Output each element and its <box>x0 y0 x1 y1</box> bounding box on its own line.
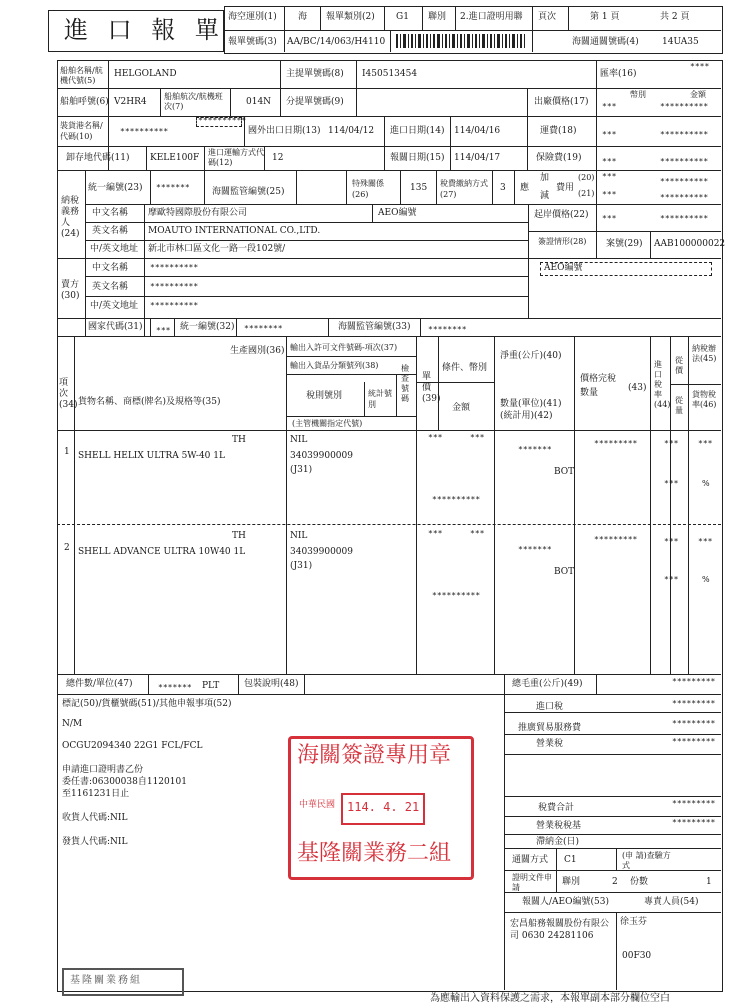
fee-20: (20) <box>578 173 595 182</box>
customs-seal <box>288 736 474 880</box>
clearance-label: 通關方式 <box>512 855 549 865</box>
unit-price-header: 單價(39) <box>422 372 441 404</box>
goods-header: 貨物名稱、商標(牌名)及規格等(35) <box>78 397 221 407</box>
insurance-amount: ********** <box>660 157 709 166</box>
special-relation-label: 特殊關係(26) <box>352 179 384 199</box>
seal-top-text: 海關簽證專用章 <box>297 743 452 768</box>
from-qty-header: 從量 <box>675 396 683 415</box>
seller-cn-name-label: 中文名稱 <box>92 263 129 273</box>
master-bl-label: 主提單號碼(8) <box>286 69 344 79</box>
freight-currency: *** <box>602 130 617 139</box>
customs-code-label: 海關通關號碼(4) <box>572 37 639 47</box>
case-no-label: 案號(29) <box>606 239 643 249</box>
item-1-amount: ********** <box>432 495 481 504</box>
call-sign: V2HR4 <box>114 97 147 107</box>
gross-weight: ********* <box>672 677 716 686</box>
import-tax-header: 進口稅率(44) <box>654 360 671 409</box>
business-tax-label: 營業稅 <box>536 739 564 749</box>
customs-code: 14UA35 <box>662 37 699 47</box>
fee-add-amount: ********** <box>660 177 709 186</box>
exchange-rate-label: 匯率(16) <box>600 69 637 79</box>
tax-base: ********* <box>672 818 716 827</box>
marks-label: 標記(50)/貨櫃號碼(51)/其他申報事項(52) <box>62 699 232 709</box>
apply-label: (申 請)查驗方式 <box>622 851 671 870</box>
export-date-label: 國外出口日期(13) <box>248 126 321 136</box>
origin-header: 生產國別(36) <box>230 346 285 356</box>
stat-no-header: 統計號別 <box>368 389 392 409</box>
port: ********** <box>120 127 169 136</box>
freight-amount: ********** <box>660 130 709 139</box>
storage-fee-label: 滯納金(日) <box>536 837 580 847</box>
sub-label: 減 <box>540 191 550 201</box>
item-1-net-weight: ******* <box>518 445 552 454</box>
voyage-label: 船舶航次/航機班次(7) <box>164 92 223 111</box>
item-2-hs-code: 34039900009 <box>290 547 353 557</box>
broker-code: 00F30 <box>622 951 652 961</box>
item-1-tax-1: *** <box>664 439 679 448</box>
item-2-unit: BOT <box>554 567 575 577</box>
item-2-net-weight: ******* <box>518 545 552 554</box>
cert-line-1: 申請進口證明書乙份 <box>62 765 144 775</box>
footer-notice: 為應輸出入資料保護之需求，本報單副本部分欄位空白 <box>430 993 670 1004</box>
cert-line-2: 委任書:06300038自1120101 <box>62 777 187 787</box>
insurance-label: 保險費(19) <box>536 153 582 163</box>
container: OCGU2094340 22G1 FCL/FCL <box>62 741 203 751</box>
address: 新北市林口區文化一路一段102號/ <box>148 244 286 254</box>
seller-supervision: ******** <box>428 325 467 334</box>
page-label: 頁次 <box>538 12 557 22</box>
seller-cn-name: ********** <box>150 263 199 272</box>
item-1-code: (J31) <box>290 465 313 475</box>
gross-weight-label: 總毛重(公斤)(49) <box>512 679 583 689</box>
invoice-value-label: 出廠價格(17) <box>534 97 589 107</box>
page-current: 第 1 頁 <box>590 12 620 22</box>
item-1-origin: TH <box>232 435 246 445</box>
item-1-price-currency: *** <box>470 433 485 442</box>
amount-header: 金額 <box>452 403 471 413</box>
item-2-tax-2: *** <box>698 537 713 546</box>
import-tax: ********* <box>672 699 716 708</box>
clearance: C1 <box>564 855 577 865</box>
item-no-header: 項次(34) <box>59 378 78 410</box>
item-2-no: 2 <box>64 543 70 553</box>
item-2-price-terms: *** <box>428 529 443 538</box>
item-2-tax-4: % <box>702 575 710 584</box>
promo: ********* <box>672 719 716 728</box>
item-1-tax-4: % <box>702 479 710 488</box>
seller-en-name: ********** <box>150 282 199 291</box>
fee-21: (21) <box>578 189 595 198</box>
transport-code: 12 <box>272 153 284 163</box>
tax-method-header: 納稅辦法(45) <box>692 344 717 363</box>
from-value-header: 從價 <box>675 356 683 375</box>
total: ********* <box>672 799 716 808</box>
cif-label: 起岸價格(22) <box>534 210 589 220</box>
item-2-value: ********* <box>594 535 638 544</box>
en-name-label: 英文名稱 <box>92 226 129 236</box>
master-bl: I450513454 <box>362 69 418 79</box>
copy-label: 聯別 <box>428 12 447 22</box>
item-1-permit: NIL <box>290 435 308 445</box>
seller-supervision-label: 海關監管編號(33) <box>338 322 411 332</box>
broker-person: 徐玉芬 <box>620 917 648 927</box>
footer-stamp <box>62 968 184 996</box>
doc-count-label: 份數 <box>630 877 649 887</box>
transport-mode-label: 海空運別(1) <box>228 12 277 22</box>
invoice-amount: ********** <box>660 102 709 111</box>
doc-count-value: 1 <box>706 877 712 887</box>
broker-name: 宏昌船務報關股份有限公司 0630 24281106 <box>510 919 610 941</box>
supervision-label: 海關監管編號(25) <box>212 187 285 197</box>
item-2-amount: ********** <box>432 591 481 600</box>
storage: KELE100F <box>150 153 200 163</box>
commodity-tax-header: 貨物稅率(46) <box>692 390 717 409</box>
item-1-unit: BOT <box>554 467 575 477</box>
tax-base-label: 營業稅稅基 <box>536 821 582 831</box>
item-2-origin: TH <box>232 531 246 541</box>
broker-aeo-label: 報關人/AEO編號(53) <box>522 897 609 907</box>
item-2-price-currency: *** <box>470 529 485 538</box>
fee-add-currency: *** <box>602 172 617 181</box>
customs-office-header: (主管機關指定代號) <box>292 419 363 428</box>
currency-label: 幣別 <box>630 90 646 99</box>
barcode <box>396 34 526 48</box>
item-2-tax-1: *** <box>664 537 679 546</box>
item-2-permit: NIL <box>290 531 308 541</box>
seal-date-prefix: 中華民國 <box>299 800 336 810</box>
item-1-hs-code: 34039900009 <box>290 451 353 461</box>
declare-date-label: 報關日期(15) <box>390 153 445 163</box>
seller-aeo-label: AEO編號 <box>544 263 583 273</box>
tax-method-label: 稅費繳納方式(27) <box>440 179 488 199</box>
seller-address-label: 中/英文地址 <box>90 301 139 311</box>
house-bl-label: 分提單號碼(9) <box>286 97 344 107</box>
packages-unit: PLT <box>202 681 220 691</box>
cert-line-3: 至1161231日止 <box>62 789 130 799</box>
shipper: 發貨人代碼:NIL <box>62 837 128 847</box>
import-tax-label: 進口稅 <box>536 702 564 712</box>
class-no-header: 輸出入貨品分類號列(38) <box>290 361 379 370</box>
doc-copy-label: 聯別 <box>562 877 581 887</box>
invoice-currency: *** <box>602 102 617 111</box>
item-1-tax-3: *** <box>664 479 679 488</box>
seller-uniform-no: ******** <box>244 324 283 333</box>
packages-label: 總件數/單位(47) <box>66 679 133 689</box>
broker-person-label: 專責人員(54) <box>644 897 699 907</box>
inspect-header: 檢查號碼 <box>401 364 409 403</box>
port-code: ********** <box>198 116 247 125</box>
total-label: 稅費合計 <box>538 803 575 813</box>
declaration-no-label: 報單號碼(3) <box>228 37 277 47</box>
fee-label: 費用 <box>556 183 575 193</box>
cif-currency: *** <box>602 214 617 223</box>
special-relation: 135 <box>410 183 428 193</box>
freight-label: 運費(18) <box>540 126 577 136</box>
item-1-no: 1 <box>64 447 70 457</box>
exchange-rate: **** <box>690 62 710 71</box>
country: *** <box>156 326 171 335</box>
export-date: 114/04/12 <box>328 126 375 136</box>
declaration-type: G1 <box>396 12 409 22</box>
declaration-type-label: 報單類別(2) <box>326 12 375 22</box>
quantity-header: 數量(單位)(41)(統計用)(42) <box>500 399 562 421</box>
marks: N/M <box>62 719 83 729</box>
business-tax: ********* <box>672 737 716 746</box>
seal-date: 114. 4. 21 <box>347 800 420 814</box>
item-1-tax-2: *** <box>698 439 713 448</box>
doc-copy-value: 2 <box>612 877 618 887</box>
aeo-label: AEO編號 <box>378 208 417 218</box>
packing-label: 包裝說明(48) <box>244 679 299 689</box>
case-no: AAB100000022 <box>654 239 726 249</box>
voyage: 014N <box>246 97 272 107</box>
value-no-header: (43) <box>628 383 647 393</box>
add-label: 加 <box>540 173 550 183</box>
item-2-tax-3: *** <box>664 575 679 584</box>
seal-bottom-text: 基隆關業務二組 <box>297 841 452 866</box>
vessel-name: HELGOLAND <box>114 69 177 79</box>
fee-sub-amount: ********** <box>660 193 709 202</box>
sign-label: 簽證情形(28) <box>538 237 587 246</box>
footer-stamp-text: 基隆關業務組 <box>70 975 142 986</box>
country-label: 國家代碼(31) <box>88 322 143 332</box>
port-label: 裝貨港名稱/代碼(10) <box>60 121 103 141</box>
insurance-currency: *** <box>602 157 617 166</box>
value-header: 價格完稅數量 <box>580 374 617 398</box>
transport-mode: 海 <box>298 12 308 22</box>
declaration-no: AA/BC/14/063/H4110 <box>287 37 386 47</box>
seller-en-name-label: 英文名稱 <box>92 282 129 292</box>
item-2-code: (J31) <box>290 561 313 571</box>
item-2-description: SHELL ADVANCE ULTRA 10W40 1L <box>78 547 246 557</box>
item-1-price-terms: *** <box>428 433 443 442</box>
packages: ******* <box>158 683 192 692</box>
net-weight-header: 淨重(公斤)(40) <box>500 351 562 361</box>
seller-address: ********** <box>150 301 199 310</box>
call-sign-label: 船舶呼號(6) <box>60 97 109 107</box>
page-total: 共 2 頁 <box>660 12 690 22</box>
declare-date: 114/04/17 <box>454 153 501 163</box>
import-date-label: 進口日期(14) <box>390 126 445 136</box>
item-1-description: SHELL HELIX ULTRA 5W-40 1L <box>78 451 225 461</box>
item-1-value: ********* <box>594 439 638 448</box>
taxpayer-label: 納稅義務人(24) <box>61 196 80 239</box>
amount-label: 金額 <box>690 90 706 99</box>
import-date: 114/04/16 <box>454 126 501 136</box>
promo-label: 推廣貿易服務費 <box>518 723 582 733</box>
uniform-no-label: 統一編號(23) <box>88 183 143 193</box>
cn-name: 摩歐特國際股份有限公司 <box>148 208 248 218</box>
tariff-no-header: 稅則號別 <box>306 391 343 401</box>
transport-code-label: 進口運輸方式代碼(12) <box>208 148 264 167</box>
adjust-label: 應 <box>520 183 530 193</box>
seller-label: 賣方(30) <box>61 280 80 301</box>
tax-method: 3 <box>500 183 506 193</box>
page-title: 進 口 報 單 <box>64 16 225 44</box>
consignee: 收貨人代碼:NIL <box>62 813 128 823</box>
permit-header: 輸出入許可文件號碼-項次(37) <box>290 343 398 352</box>
terms-header: 條件、幣別 <box>442 363 488 373</box>
vessel-name-label: 船舶名稱/航機代號(5) <box>60 66 103 85</box>
address-label: 中/英文地址 <box>90 244 139 254</box>
cn-name-label: 中文名稱 <box>92 208 129 218</box>
cif-amount: ********** <box>660 214 709 223</box>
doc-label: 證明文件申請 <box>512 873 552 892</box>
fee-sub-currency: *** <box>602 190 617 199</box>
en-name: MOAUTO INTERNATIONAL CO.,LTD. <box>148 226 321 236</box>
seller-uniform-no-label: 統一編號(32) <box>180 322 235 332</box>
uniform-no: ******* <box>156 183 190 192</box>
storage-label: 卸存地代碼(11) <box>66 153 130 163</box>
copy-value: 2.進口證明用聯 <box>460 12 523 22</box>
